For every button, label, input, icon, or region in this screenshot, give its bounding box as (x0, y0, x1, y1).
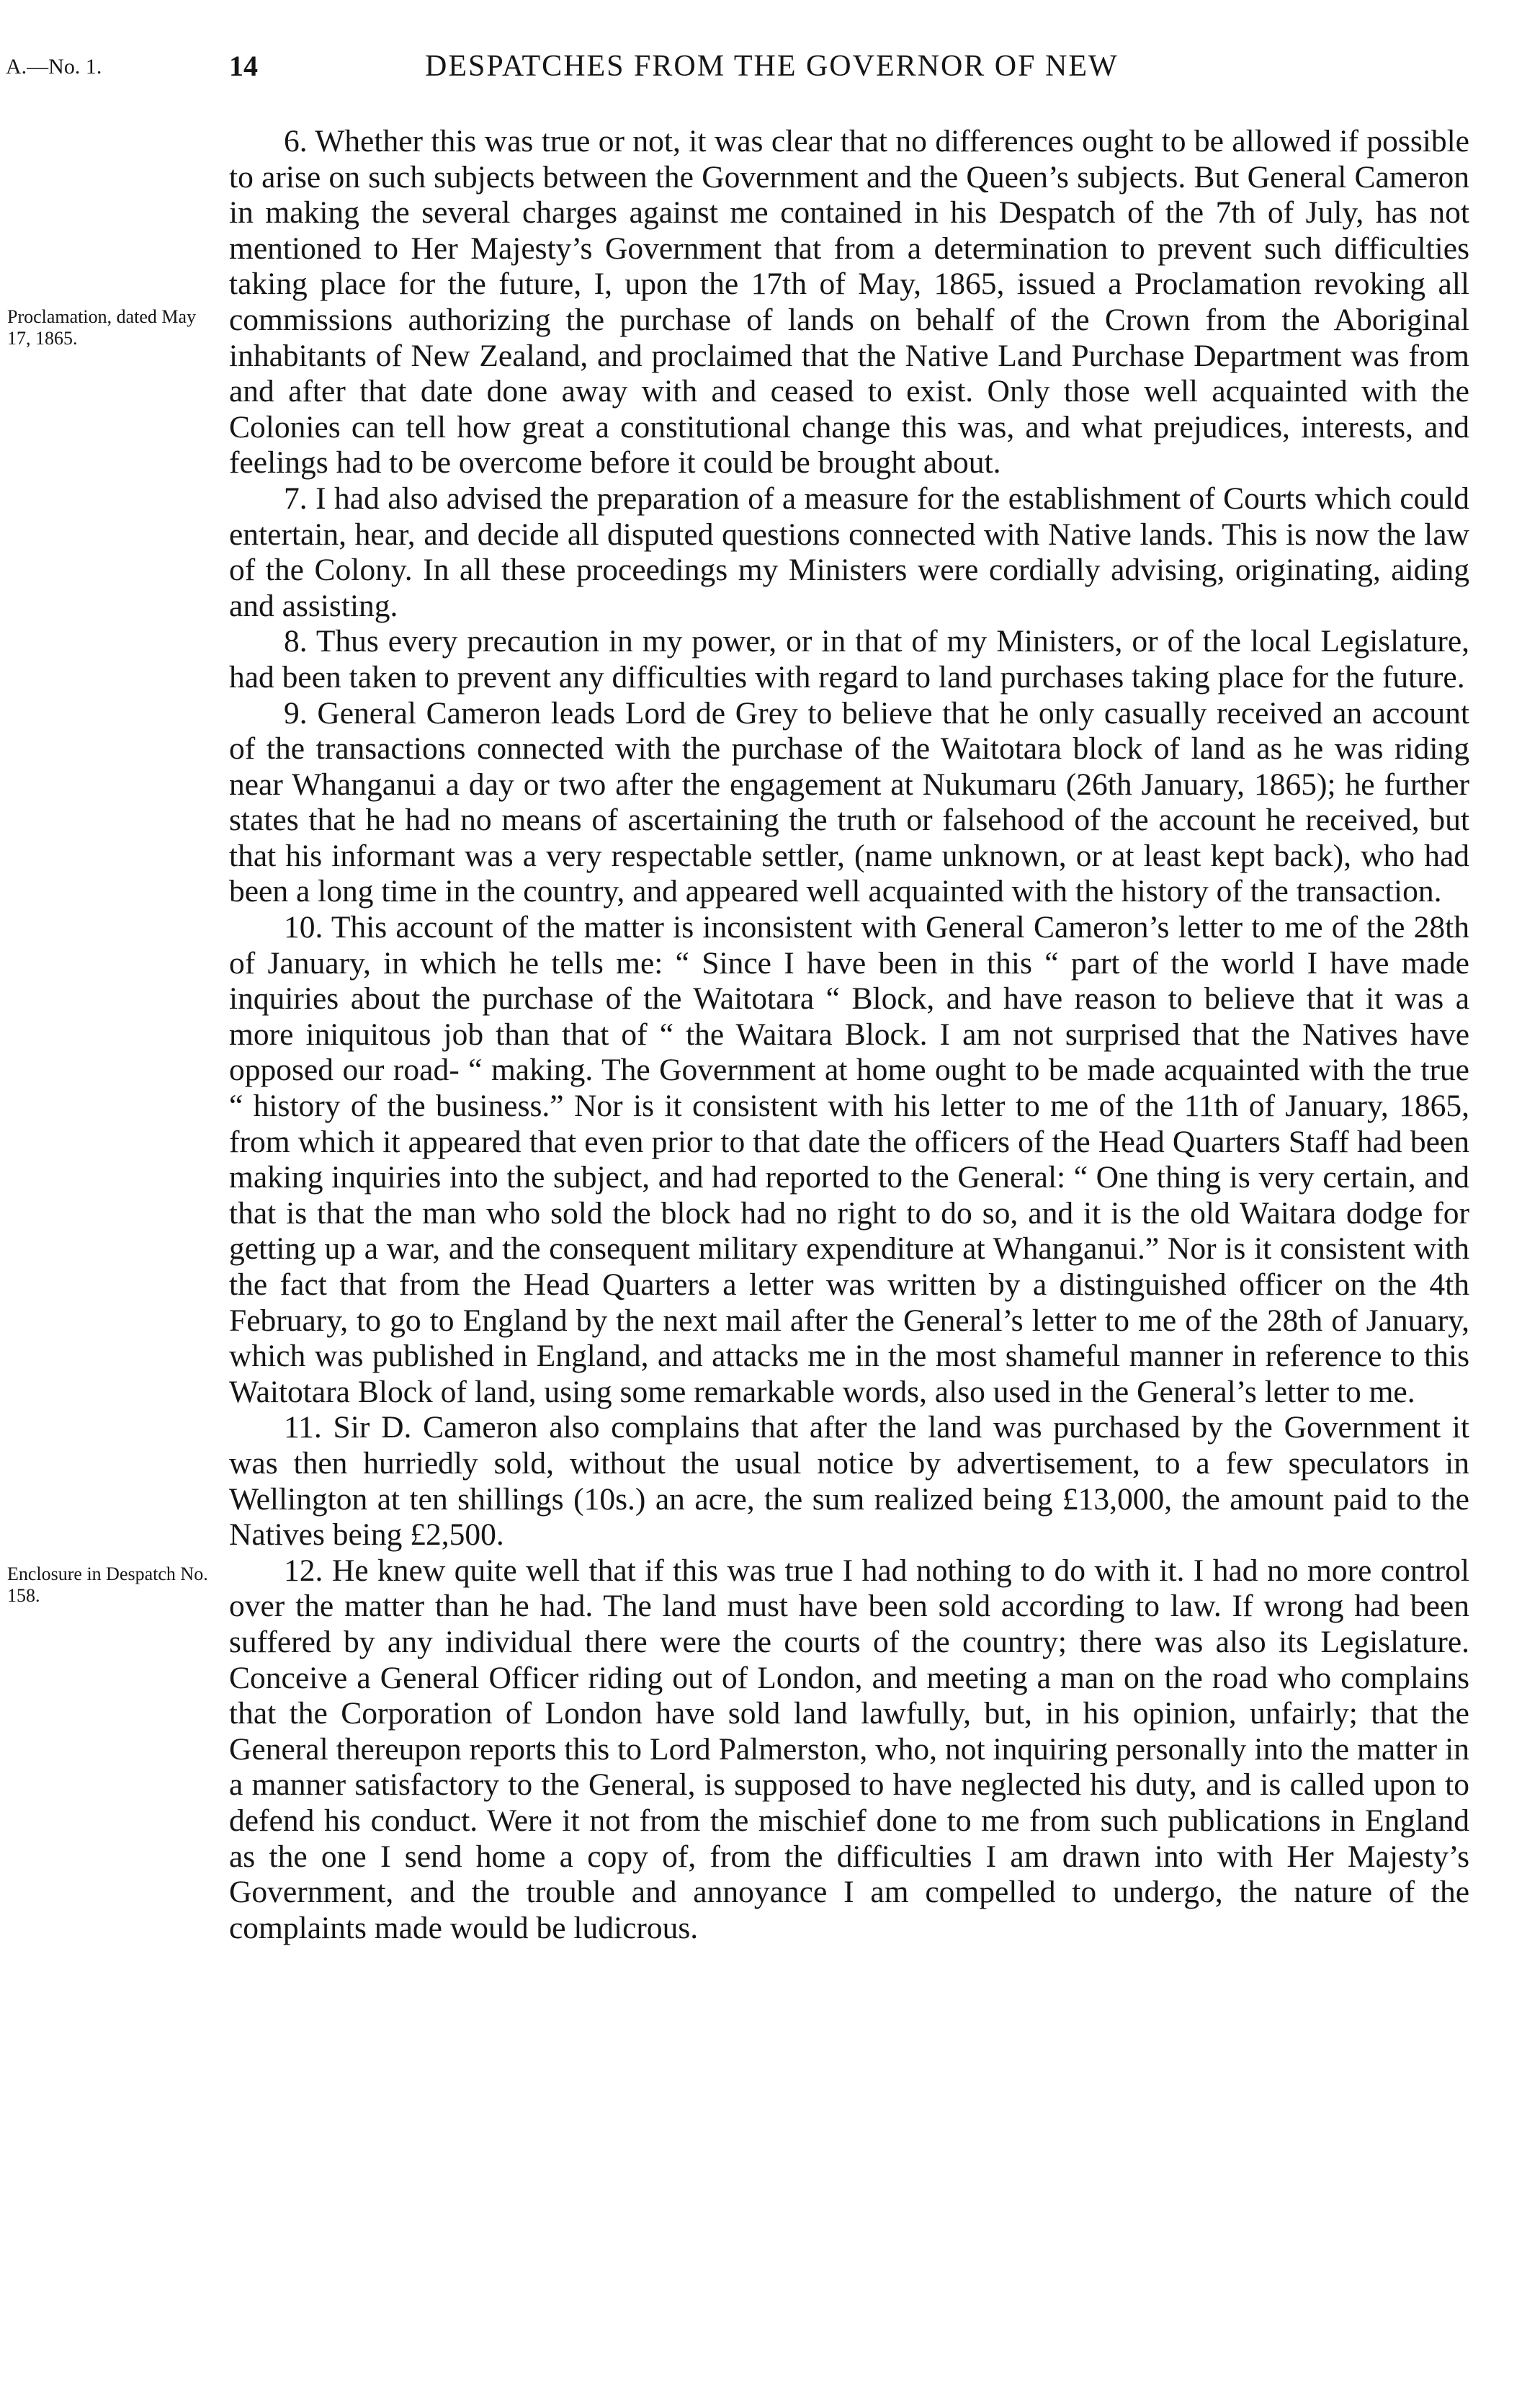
paragraph-number: 9. (284, 695, 308, 731)
paragraph-8 (229, 624, 1469, 695)
paragraph-text: I had also advised the preparation of a measure for the establishment of Courts which could entertain, hear, and decide all disputed questions connected with Native lands. This is now the law of the Colony. In all these proceedings my Ministers were cordially advising, originating, aiding and assisting. (229, 481, 1469, 623)
paragraph-6 (229, 124, 1469, 481)
paragraph-number: 10. (284, 910, 323, 945)
page-header (0, 49, 1540, 92)
paragraph-9 (229, 696, 1469, 911)
margin-note-proclamation: Proclamation, dated May 17, 1865. (7, 306, 197, 349)
margin-note-enclosure: Enclosure in Despatch No. 158. (7, 1563, 208, 1606)
paragraph-text: He knew quite well that if this was true I had nothing to do with it. I had no more control over the matter than he had. The land must have been sold according to law. If wrong had been suffered by any individual there were the courts of the country; there was also its Legislature. Conceive a General Officer riding out of London, and meeting a man on the road who complains that the Corporation of London have sold land lawfully, but, in his opinion, unfairly; that the General thereupon reports this to Lord Palmerston, who, not inquiring personally into the matter in a manner satisfactory to the General, is supposed to have neglected his duty, and is called upon to defend his conduct. Were it not from the mischief done to me from such publications in England as the one I send home a copy of, from the difficulties I am drawn into with Her Majesty’s Government, and the trouble and annoyance I am compelled to undergo, the nature of the complaints made would be ludicrous. (229, 1553, 1469, 1945)
paragraph-12 (229, 1553, 1469, 1947)
paragraph-text: This account of the matter is inconsistent with General Cameron’s letter to me of the 28th of January, in which he tells me: “ Since I have been in this “ part of the world I have made inquiries about the purchase of the Waitotara “ Block, and have reason to believe that it was a more iniquitous job than that of “ the Waitara Block. I am not surprised that the Natives have opposed our road- “ making. The Government at home ought to be made acquainted with the true “ history of the business.” Nor is it consistent with his letter to me of the 11th of January, 1865, from which it appeared that even prior to that date the officers of the Head Quarters Staff had been making inquiries into the subject, and had reported to the General: “ One thing is very certain, and that is that the man who sold the block had no right to do so, and it is the old Waitara dodge for getting up a war, and the consequent military expenditure at Whanganui.” Nor is it consistent with the fact that from the Head Quarters a letter was written by a distinguished officer on the 4th February, to go to England by the next mail after the General’s letter to me of the 28th of January, which was published in England, and attacks me in the most shameful manner in reference to this Waitotara Block of land, using some remarkable words, also used in the General’s letter to me. (229, 910, 1469, 1409)
paragraph-text: Thus every precaution in my power, or in that of my Ministers, or of the local Legislature, had been taken to prevent any difficulties with regard to land purchases taking place for the future. (229, 624, 1469, 695)
paragraph-number: 12. (284, 1553, 323, 1588)
body-text (229, 124, 1469, 1946)
document-number: A.—No. 1. (6, 55, 102, 79)
paragraph-number: 8. (284, 624, 308, 659)
page-number: 14 (229, 50, 258, 82)
paragraph-number: 7. (284, 481, 308, 516)
paragraph-10 (229, 910, 1469, 1410)
running-title: DESPATCHES FROM THE GOVERNOR OF NEW (425, 50, 1119, 83)
paragraph-number: 11. (284, 1410, 322, 1445)
paragraph-text: General Cameron leads Lord de Grey to believe that he only casually received an account of the transactions connected with the purchase of the Waitotara block of land as he was riding near Whanganui a day or two after the engagement at Nukumaru (26th January, 1865); he further states that he had no means of ascertaining the truth or falsehood of the account he received, but that his informant was a very respectable settler, (name unknown, or at least kept back), who had been a long time in the country, and appeared well acquainted with the history of the transaction. (229, 695, 1470, 909)
paragraph-7 (229, 481, 1469, 624)
paragraph-11 (229, 1410, 1469, 1553)
paragraph-text: Sir D. Cameron also complains that after the land was purchased by the Government it was then hurriedly sold, without the usual notice by advertisement, to a few speculators in Wellington at ten shillings (10s.) an acre, the sum realized being £13,000, the amount paid to the Natives being £2,500. (229, 1410, 1469, 1553)
paragraph-text: Whether this was true or not, it was clear that no differences ought to be allowed if possible to arise on such subjects between the Government and the Queen’s subjects. But General Cameron in making the several charges against me contained in his Despatch of the 7th of July, has not mentioned to Her Majesty’s Government that from a determination to prevent such difficulties taking place for the future, I, upon the 17th of May, 1865, issued a Proclamation revoking all commissions authorizing the purchase of lands on behalf of the Crown from the Aboriginal inhabitants of New Zealand, and proclaimed that the Native Land Purchase Department was from and after that date done away with and ceased to exist. Only those well acquainted with the Colonies can tell how great a constitutional change this was, and what prejudices, interests, and feelings had to be overcome before it could be brought about. (229, 124, 1469, 481)
paragraph-number: 6. (284, 124, 308, 159)
